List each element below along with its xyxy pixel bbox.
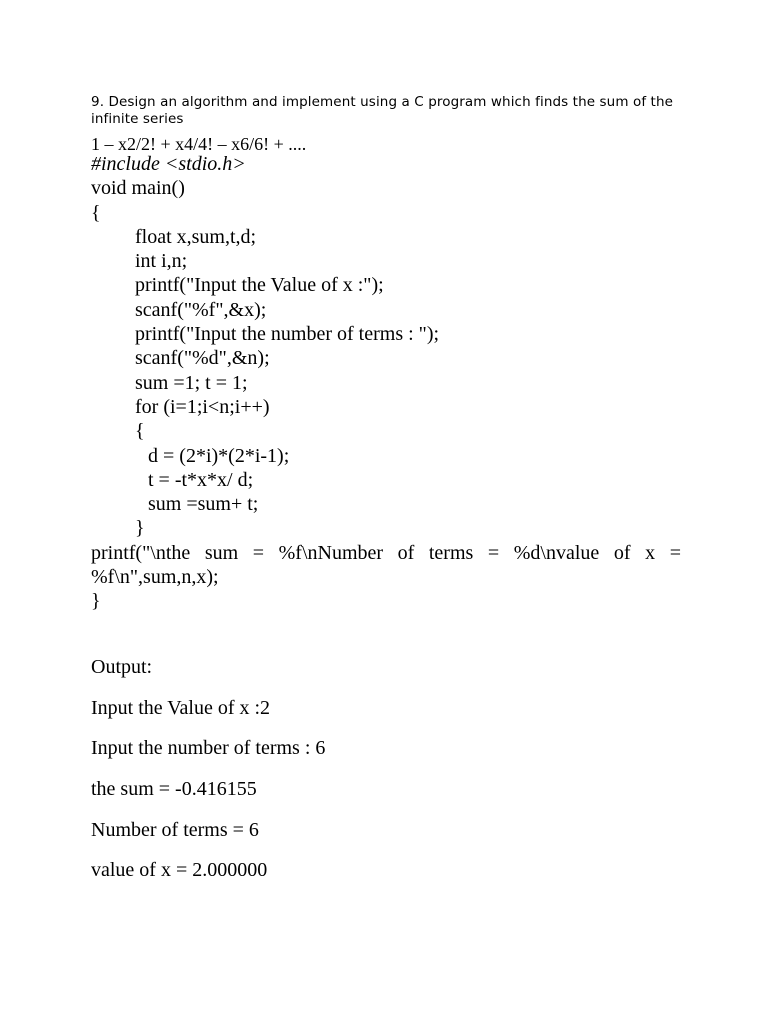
code-line-float-decl: float x,sum,t,d; <box>135 225 257 248</box>
code-line-printf-n: printf("Input the number of terms : "); <box>135 323 440 346</box>
code-line-t-assign: t = -t*x*x/ d; <box>148 468 254 491</box>
code-line-main-signature: void main() <box>91 177 185 200</box>
code-line-d-assign: d = (2*i)*(2*i-1); <box>148 444 290 467</box>
code-line-close-brace: } <box>91 590 101 613</box>
code-line-printf-result: printf("\nthe sum = %f\nNumber of terms = %d\nvalue of x = %f\n",sum,n,x); <box>91 541 688 589</box>
output-line-input-n: Input the number of terms : 6 <box>91 737 326 760</box>
code-line-printf-x: printf("Input the Value of x :"); <box>135 274 384 297</box>
output-section <box>91 655 325 899</box>
code-block <box>0 152 768 614</box>
code-line-open-brace: { <box>91 201 101 224</box>
code-line-for: for (i=1;i<n;i++) <box>135 395 270 418</box>
output-heading: Output: <box>91 656 153 678</box>
code-line-scanf-x: scanf("%f",&x); <box>135 298 267 321</box>
code-line-sum-assign: sum =sum+ t; <box>148 493 259 516</box>
code-line-loop-close: } <box>135 517 145 540</box>
code-line-int-decl: int i,n; <box>135 250 188 273</box>
output-line-x-value: value of x = 2.000000 <box>91 859 268 882</box>
code-line-init: sum =1; t = 1; <box>135 371 248 394</box>
code-line-scanf-n: scanf("%d",&n); <box>135 347 270 370</box>
output-line-input-x: Input the Value of x :2 <box>91 696 271 719</box>
output-line-sum: the sum = -0.416155 <box>91 778 257 801</box>
output-line-terms: Number of terms = 6 <box>91 818 259 841</box>
question-text: 9. Design an algorithm and implement using a C program which finds the sum of the infinite series <box>91 94 674 127</box>
code-line-include: #include <stdio.h> <box>91 153 246 175</box>
series-formula: 1 – x2/2! + x4/4! – x6/6! + .... <box>91 134 307 154</box>
code-line-loop-open: { <box>135 420 145 443</box>
